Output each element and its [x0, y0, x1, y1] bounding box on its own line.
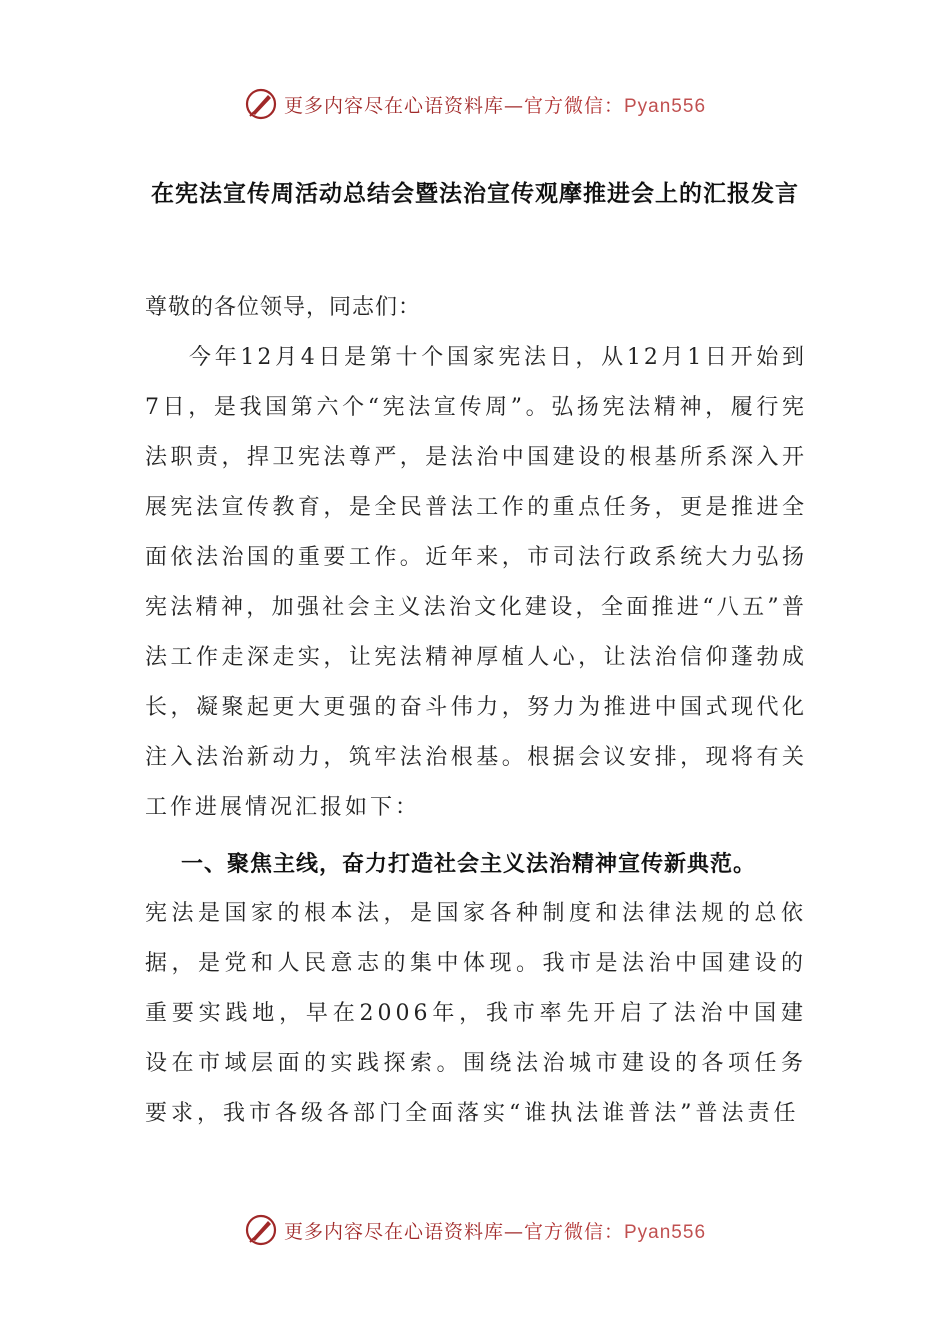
intro-paragraph: 今年12月4日是第十个国家宪法日，从12月1日开始到7日，是我国第六个“宪法宣传周”。弘扬宪法精神，履行宪法职责，捍卫宪法尊严，是法治中国建设的根基所系深入开展宪法宣传教育，是全民普法工作的重点任务，更是推进全面依法治国的重要工作。近年来，市司法行政系统大力弘扬宪法精神，加强社会主义法治文化建设，全面推进“八五”普法工作走深走实，让宪法精神厚植人心，让法治信仰蓬勃成长，凝聚起更大更强的奋斗伟力，努力为推进中国式现代化注入法治新动力，筑牢法治根基。根据会议安排，现将有关工作进展情况汇报如下：: [145, 345, 807, 820]
document-body: [145, 283, 807, 1139]
salutation: 尊敬的各位领导，同志们：: [145, 295, 422, 320]
footer-watermark: [0, 1210, 950, 1250]
watermark-text: 更多内容尽在心语资料库—官方微信：Pyan556: [283, 1220, 707, 1243]
quill-pen-icon: [244, 1213, 278, 1247]
document-title: 在宪法宣传周活动总结会暨法治宣传观摩推进会上的汇报发言: [151, 180, 799, 207]
watermark-text: 更多内容尽在心语资料库—官方微信：Pyan556: [283, 94, 707, 117]
section-paragraph-1: 宪法是国家的根本法，是国家各种制度和法律法规的总依据，是党和人民意志的集中体现。我市是法治中国建设的重要实践地，早在2006年，我市率先开启了法治中国建设在市域层面的实践探索。围绕法治城市建设的各项任务要求，我市各级各部门全面落实“谁执法谁普法”普法责任: [145, 901, 807, 1126]
header-watermark: [0, 84, 950, 124]
section-heading-1: 一、聚焦主线，奋力打造社会主义法治精神宣传新典范。: [181, 851, 757, 877]
quill-pen-icon: [244, 87, 278, 121]
